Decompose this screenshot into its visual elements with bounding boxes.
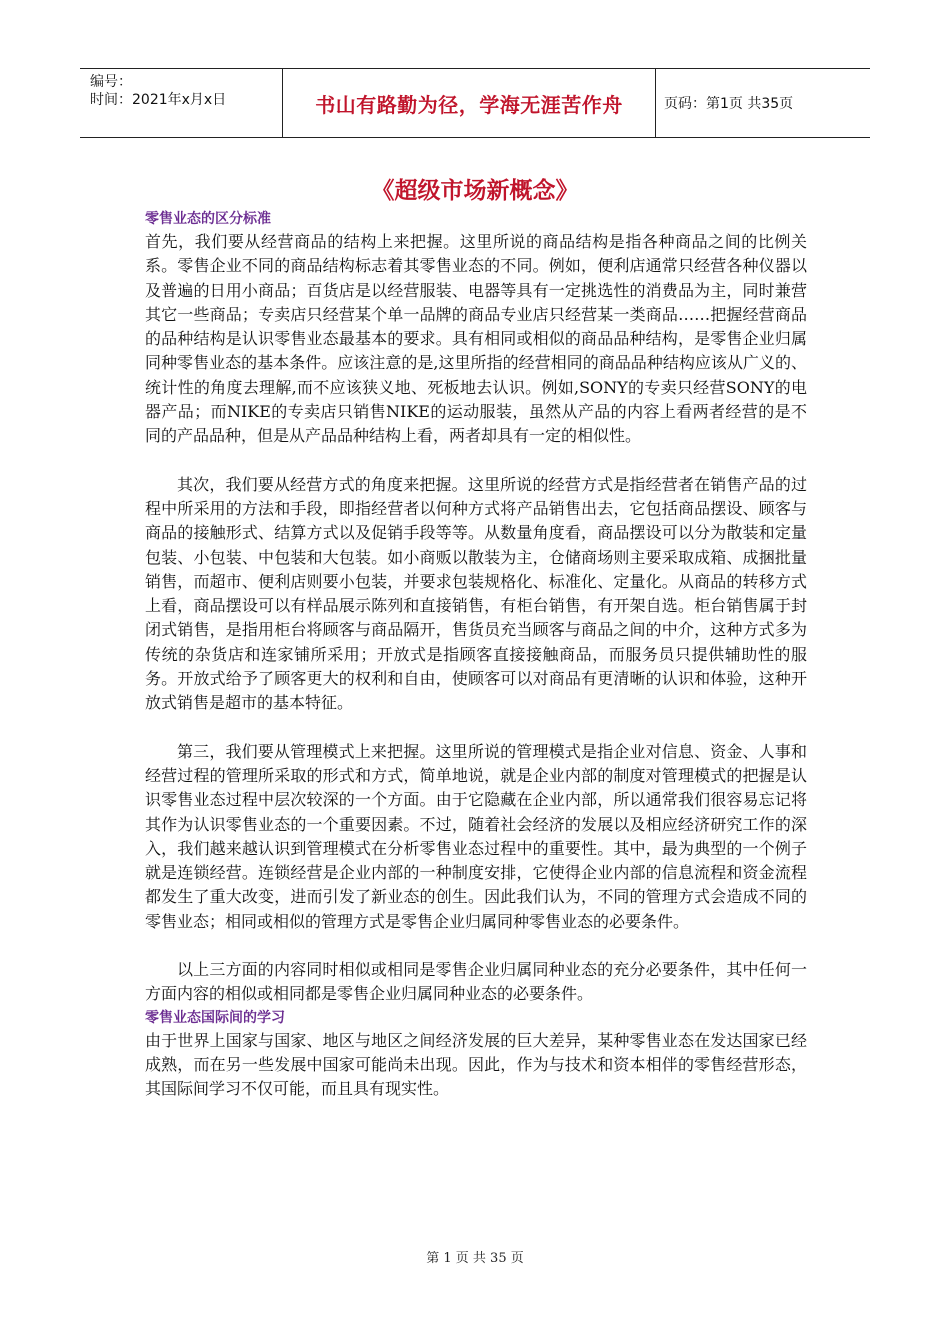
header-motto-cell [283, 69, 656, 137]
document-body [145, 208, 807, 1102]
paragraph-conclusion: 以上三方面的内容同时相似或相同是零售企业归属同种业态的充分必要条件，其中任何一方面内容的相似或相同都是零售企业归属同种业态的必要条件。 [145, 960, 807, 1004]
paragraph-business-method: 其次，我们要从经营方式的角度来把握。这里所说的经营方式是指经营者在销售产品的过程中所采用的方法和手段，即指经营者以何种方式将产品销售出去，它包括商品摆设、顾客与商品的接触形式、结算方式以及促销手段等等。从数量角度看，商品摆设可以分为散装和定量包装、小包装、中包装和大包装。如小商贩以散装为主，仓储商场则主要采取成箱、成捆批量销售，而超市、便利店则要小包装，并要求包装规格化、标准化、定量化。从商品的转移方式上看，商品摆设可以有样品展示陈列和直接销售，有柜台销售，有开架自选。柜台销售属于封闭式销售，是指用柜台将顾客与商品隔开，售货员充当顾客与商品之间的中介，这种方式多为传统的杂货店和连家铺所采用；开放式是指顾客直接接触商品，而服务员只提供辅助性的服务。开放式给予了顾客更大的权利和自由，使顾客可以对商品有更清晰的认识和体验，这种开放式销售是超市的基本特征。 [145, 474, 807, 713]
page-info: 页码：第1页 共35页 [664, 96, 794, 112]
paragraph-international-learning: 由于世界上国家与国家、地区与地区之间经济发展的巨大差异，某种零售业态在发达国家已经成熟，而在另一些发展中国家可能尚未出现。因此，作为与技术和资本相伴的零售经营形态，其国际间学习不仅可能，而且具有现实性。 [145, 1030, 807, 1099]
header-table [80, 68, 870, 138]
document-date: 时间：2021年x月x日 [90, 92, 227, 108]
section-heading-international: 零售业态国际间的学习 [145, 1009, 285, 1026]
paragraph-management-mode: 第三，我们要从管理模式上来把握。这里所说的管理模式是指企业对信息、资金、人事和经营过程的管理所采取的形式和方式，简单地说，就是企业内部的制度对管理模式的把握是认识零售业态过程中层次较深的一个方面。由于它隐藏在企业内部，所以通常我们很容易忘记将其作为认识零售业态的一个重要因素。不过，随着社会经济的发展以及相应经济研究工作的深入，我们越来越认识到管理模式在分析零售业态过程中的重要性。其中，最为典型的一个例子就是连锁经营。连锁经营是企业内部的一种制度安排，它使得企业内部的信息流程和资金流程都发生了重大改变，进而引发了新业态的创生。因此我们认为，不同的管理方式会造成不同的零售业态；相同或相似的管理方式是零售企业归属同种零售业态的必要条件。 [145, 741, 807, 931]
page-footer: 第 1 页 共 35 页 [426, 1251, 524, 1266]
section-heading-classification: 零售业态的区分标准 [145, 211, 271, 227]
document-title: 《超级市场新概念》 [371, 178, 579, 204]
header-page-cell [656, 69, 870, 137]
motto-text: 书山有路勤为径，学海无涯苦作舟 [315, 92, 623, 117]
document-number-label: 编号： [90, 74, 132, 90]
header-meta-cell [80, 69, 283, 137]
paragraph-product-structure: 首先，我们要从经营商品的结构上来把握。这里所说的商品结构是指各种商品之间的比例关系。零售企业不同的商品结构标志着其零售业态的不同。例如，便利店通常只经营各种仪器以及普遍的日用小商品；百货店是以经营服装、电器等具有一定挑选性的消费品为主，同时兼营其它一些商品；专卖店只经营某个单一品牌的商品专业店只经营某一类商品……把握经营商品的品种结构是认识零售业态最基本的要求。具有相同或相似的商品品种结构，是零售企业归属同种零售业态的基本条件。应该注意的是,这里所指的经营相同的商品品种结构应该从广义的、统计性的角度去理解,而不应该狭义地、死板地去认识。例如,SONY的专卖只经营SONY的电器产品；而NIKE的专卖店只销售NIKE的运动服装，虽然从产品的内容上看两者经营的是不同的产品品种，但是从产品品种结构上看，两者却具有一定的相似性。 [145, 232, 807, 446]
